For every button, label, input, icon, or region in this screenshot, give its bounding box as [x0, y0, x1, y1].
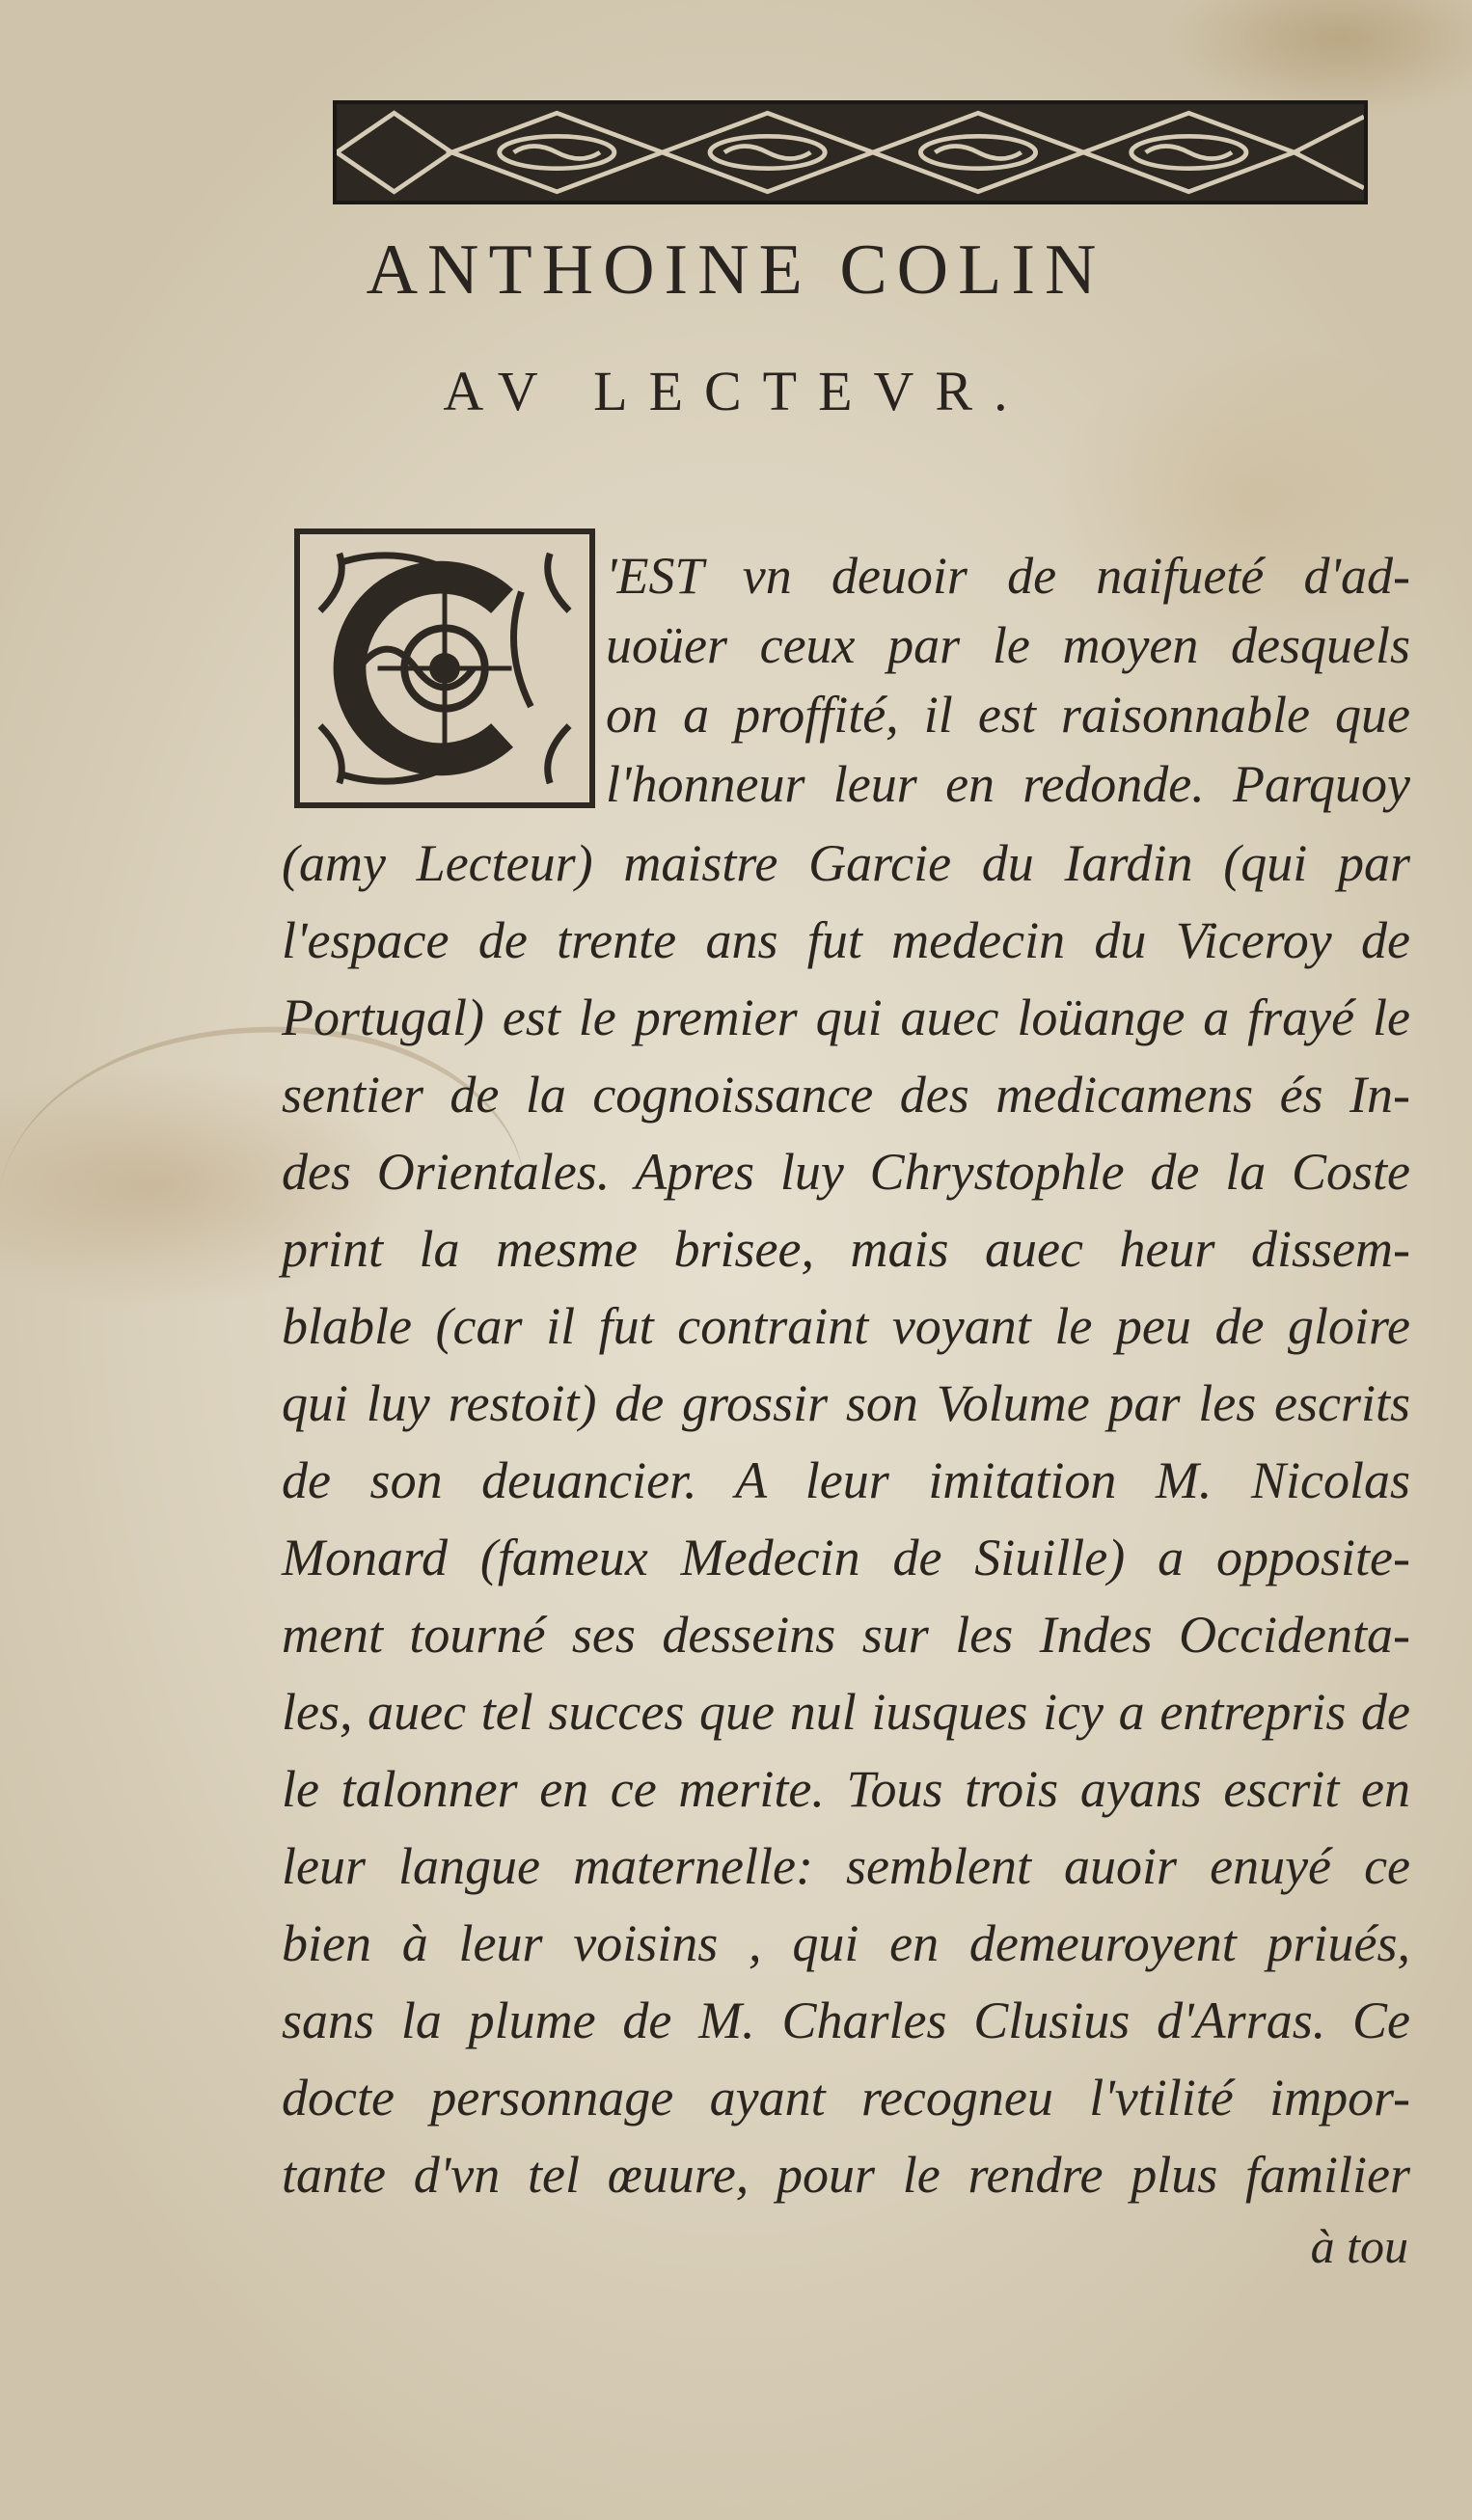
text-line: qui luy restoit) de grossir son Volume par les escrits — [282, 1374, 1410, 1432]
text-line: l'honneur leur en redonde. Parquoy — [606, 755, 1410, 813]
page-subtitle: AV LECTEVR. — [443, 360, 1029, 422]
text-line: le talonner en ce merite. Tous trois ayans escrit en — [282, 1760, 1410, 1818]
text-line: docte personnage ayant recogneu l'vtilité impor- — [282, 2069, 1410, 2127]
header-ornament — [333, 100, 1368, 204]
text-line: leur langue maternelle: semblent auoir enuyé ce — [282, 1837, 1410, 1895]
text-line: les, auec tel succes que nul iusques icy a entrepris de — [282, 1683, 1410, 1741]
text-line: print la mesme brisee, mais auec heur dissem- — [282, 1220, 1410, 1278]
decorated-initial-c — [294, 528, 595, 808]
text-line: des Orientales. Apres luy Chrystophle de la Coste — [282, 1143, 1410, 1201]
text-line: tante d'vn tel œuure, pour le rendre plus familier — [282, 2146, 1410, 2204]
text-line: de son deuancier. A leur imitation M. Nicolas — [282, 1451, 1410, 1509]
text-line: sentier de la cognoissance des medicamens és In- — [282, 1066, 1410, 1124]
text-line: uoüer ceux par le moyen desquels — [606, 616, 1410, 674]
text-line: Portugal) est le premier qui auec loüange a frayé le — [282, 989, 1410, 1046]
text-line: bien à leur voisins , qui en demeuroyent priués, — [282, 1914, 1410, 1972]
text-line: blable (car il fut contraint voyant le peu de gloire — [282, 1297, 1410, 1355]
text-line: l'espace de trente ans fut medecin du Viceroy de — [282, 911, 1410, 969]
page-title: ANTHOINE COLIN — [366, 230, 1106, 310]
text-line: Monard (fameux Medecin de Siuille) a opposite- — [282, 1529, 1410, 1586]
catchword: à tou — [1310, 2219, 1408, 2273]
text-line: 'EST vn deuoir de naifueté d'ad- — [606, 547, 1410, 605]
text-line: sans la plume de M. Charles Clusius d'Arras. Ce — [282, 1992, 1410, 2049]
text-line: (amy Lecteur) maistre Garcie du Iardin (qui par — [282, 834, 1410, 892]
text-line: ment tourné ses desseins sur les Indes Occidenta- — [282, 1606, 1410, 1664]
text-line: on a proffité, il est raisonnable que — [606, 686, 1410, 744]
